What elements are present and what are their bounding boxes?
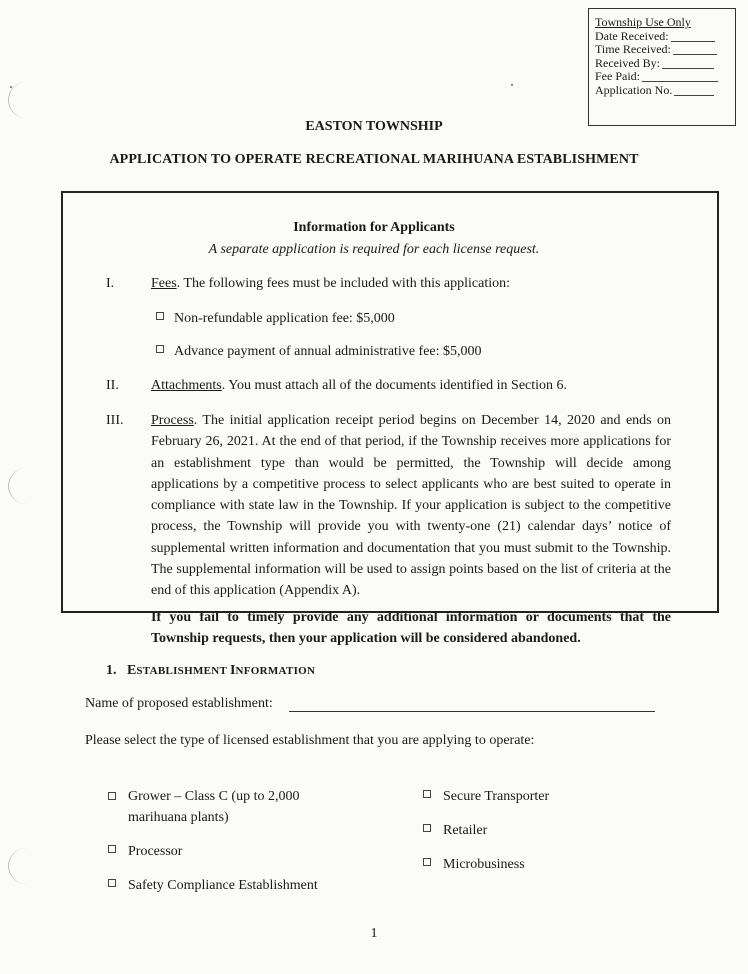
township-heading: EASTON TOWNSHIP (305, 119, 443, 134)
checkbox[interactable] (108, 845, 116, 853)
office-field-label: Time Received: (595, 42, 671, 57)
option-label: Grower – Class C (up to 2,000 marihuana plants) (128, 789, 300, 825)
item-text: . The initial application receipt period begins on December 14, 2020 and ends on February 26, 2021. At the end of that period, if the Township receives more applications for an establishment type than would be permitted, the Township will decide among applications by a competitive process to select applicants who are best suited to operate in compliance with state law in the Township. If your application is subject to the competitive process, the Township will provide you with twenty-one (21) calendar days’ notice of supplemental written information and documentation that you must submit to the Township. The supplemental information will be used to assign points based on the list of criteria at the end of this application (Appendix A). (151, 413, 671, 599)
section-title-e: E (127, 663, 137, 678)
checkbox[interactable] (108, 879, 116, 887)
punch-hole-mark (8, 848, 45, 884)
option-processor (108, 841, 182, 862)
office-field-line[interactable] (662, 57, 714, 69)
page-number: 1 (370, 926, 378, 941)
checkbox[interactable] (156, 345, 164, 353)
office-field-date-received (595, 30, 735, 44)
option-label: Safety Compliance Establishment (128, 878, 318, 893)
scan-speck (511, 84, 513, 86)
option-safety-compliance (108, 875, 318, 896)
office-field-label: Received By: (595, 55, 660, 70)
option-secure-transporter (423, 786, 549, 807)
name-field-input[interactable] (289, 711, 655, 712)
item-numeral: II. (106, 378, 119, 393)
fee-label: Non-refundable application fee: $5,000 (174, 311, 395, 326)
option-label: Secure Transporter (443, 789, 550, 804)
item-text: . The following fees must be included with this application: (176, 276, 511, 291)
item-process (151, 410, 671, 602)
office-field-label: Application No. (595, 82, 673, 97)
office-field-line[interactable] (642, 70, 718, 82)
checkbox[interactable] (423, 824, 431, 832)
checkbox[interactable] (108, 792, 116, 800)
section-title-part1: STABLISHMENT (136, 665, 231, 677)
checkbox[interactable] (423, 858, 431, 866)
checkbox[interactable] (423, 790, 431, 798)
office-field-fee-paid (595, 70, 735, 84)
info-subheading: A separate application is required for each license request. (208, 242, 540, 257)
office-field-line[interactable] (671, 30, 715, 42)
item-label: Fees (151, 276, 177, 291)
checkbox[interactable] (156, 312, 164, 320)
option-label: Retailer (443, 823, 488, 838)
select-prompt: Please select the type of licensed establishment that you are applying to operate: (85, 733, 535, 748)
scan-speck (10, 86, 12, 88)
item-text: . You must attach all of the documents identified in Section 6. (221, 378, 568, 393)
fee-option (156, 344, 482, 360)
office-field-time-received (595, 43, 735, 57)
office-use-box (588, 8, 736, 126)
option-retailer (423, 820, 487, 841)
office-use-title: Township Use Only (595, 15, 691, 29)
name-field-label: Name of proposed establishment: (85, 696, 273, 711)
section-number: 1. (106, 663, 117, 678)
item-label: Process (151, 413, 194, 428)
section-title-part2: NFORMATION (235, 665, 316, 677)
option-microbusiness (423, 854, 525, 875)
application-title: APPLICATION TO OPERATE RECREATIONAL MARIHUANA ESTABLISHMENT (109, 152, 639, 167)
office-field-received-by (595, 57, 735, 71)
office-field-line[interactable] (673, 43, 717, 55)
office-field-line[interactable] (674, 84, 714, 96)
abandonment-warning: If you fail to timely provide any additional information or documents that the Township requests, then your application will be considered abandoned. (151, 610, 671, 646)
office-field-application-no (595, 84, 735, 98)
fee-label: Advance payment of annual administrative fee: $5,000 (174, 344, 482, 359)
option-grower (108, 786, 338, 828)
punch-hole-mark (8, 82, 45, 118)
option-label: Processor (128, 844, 183, 859)
option-label: Microbusiness (443, 857, 525, 872)
item-label: Attachments (151, 378, 222, 393)
office-field-label: Date Received: (595, 28, 669, 43)
info-heading: Information for Applicants (293, 220, 455, 235)
section-title-i: I (230, 663, 236, 678)
item-numeral: III. (106, 413, 124, 428)
fee-option (156, 311, 395, 327)
item-numeral: I. (106, 276, 115, 291)
punch-hole-mark (8, 468, 45, 504)
section-heading (106, 663, 315, 679)
office-field-label: Fee Paid: (595, 69, 640, 84)
item-fees (151, 273, 671, 294)
item-attachments (151, 375, 671, 396)
